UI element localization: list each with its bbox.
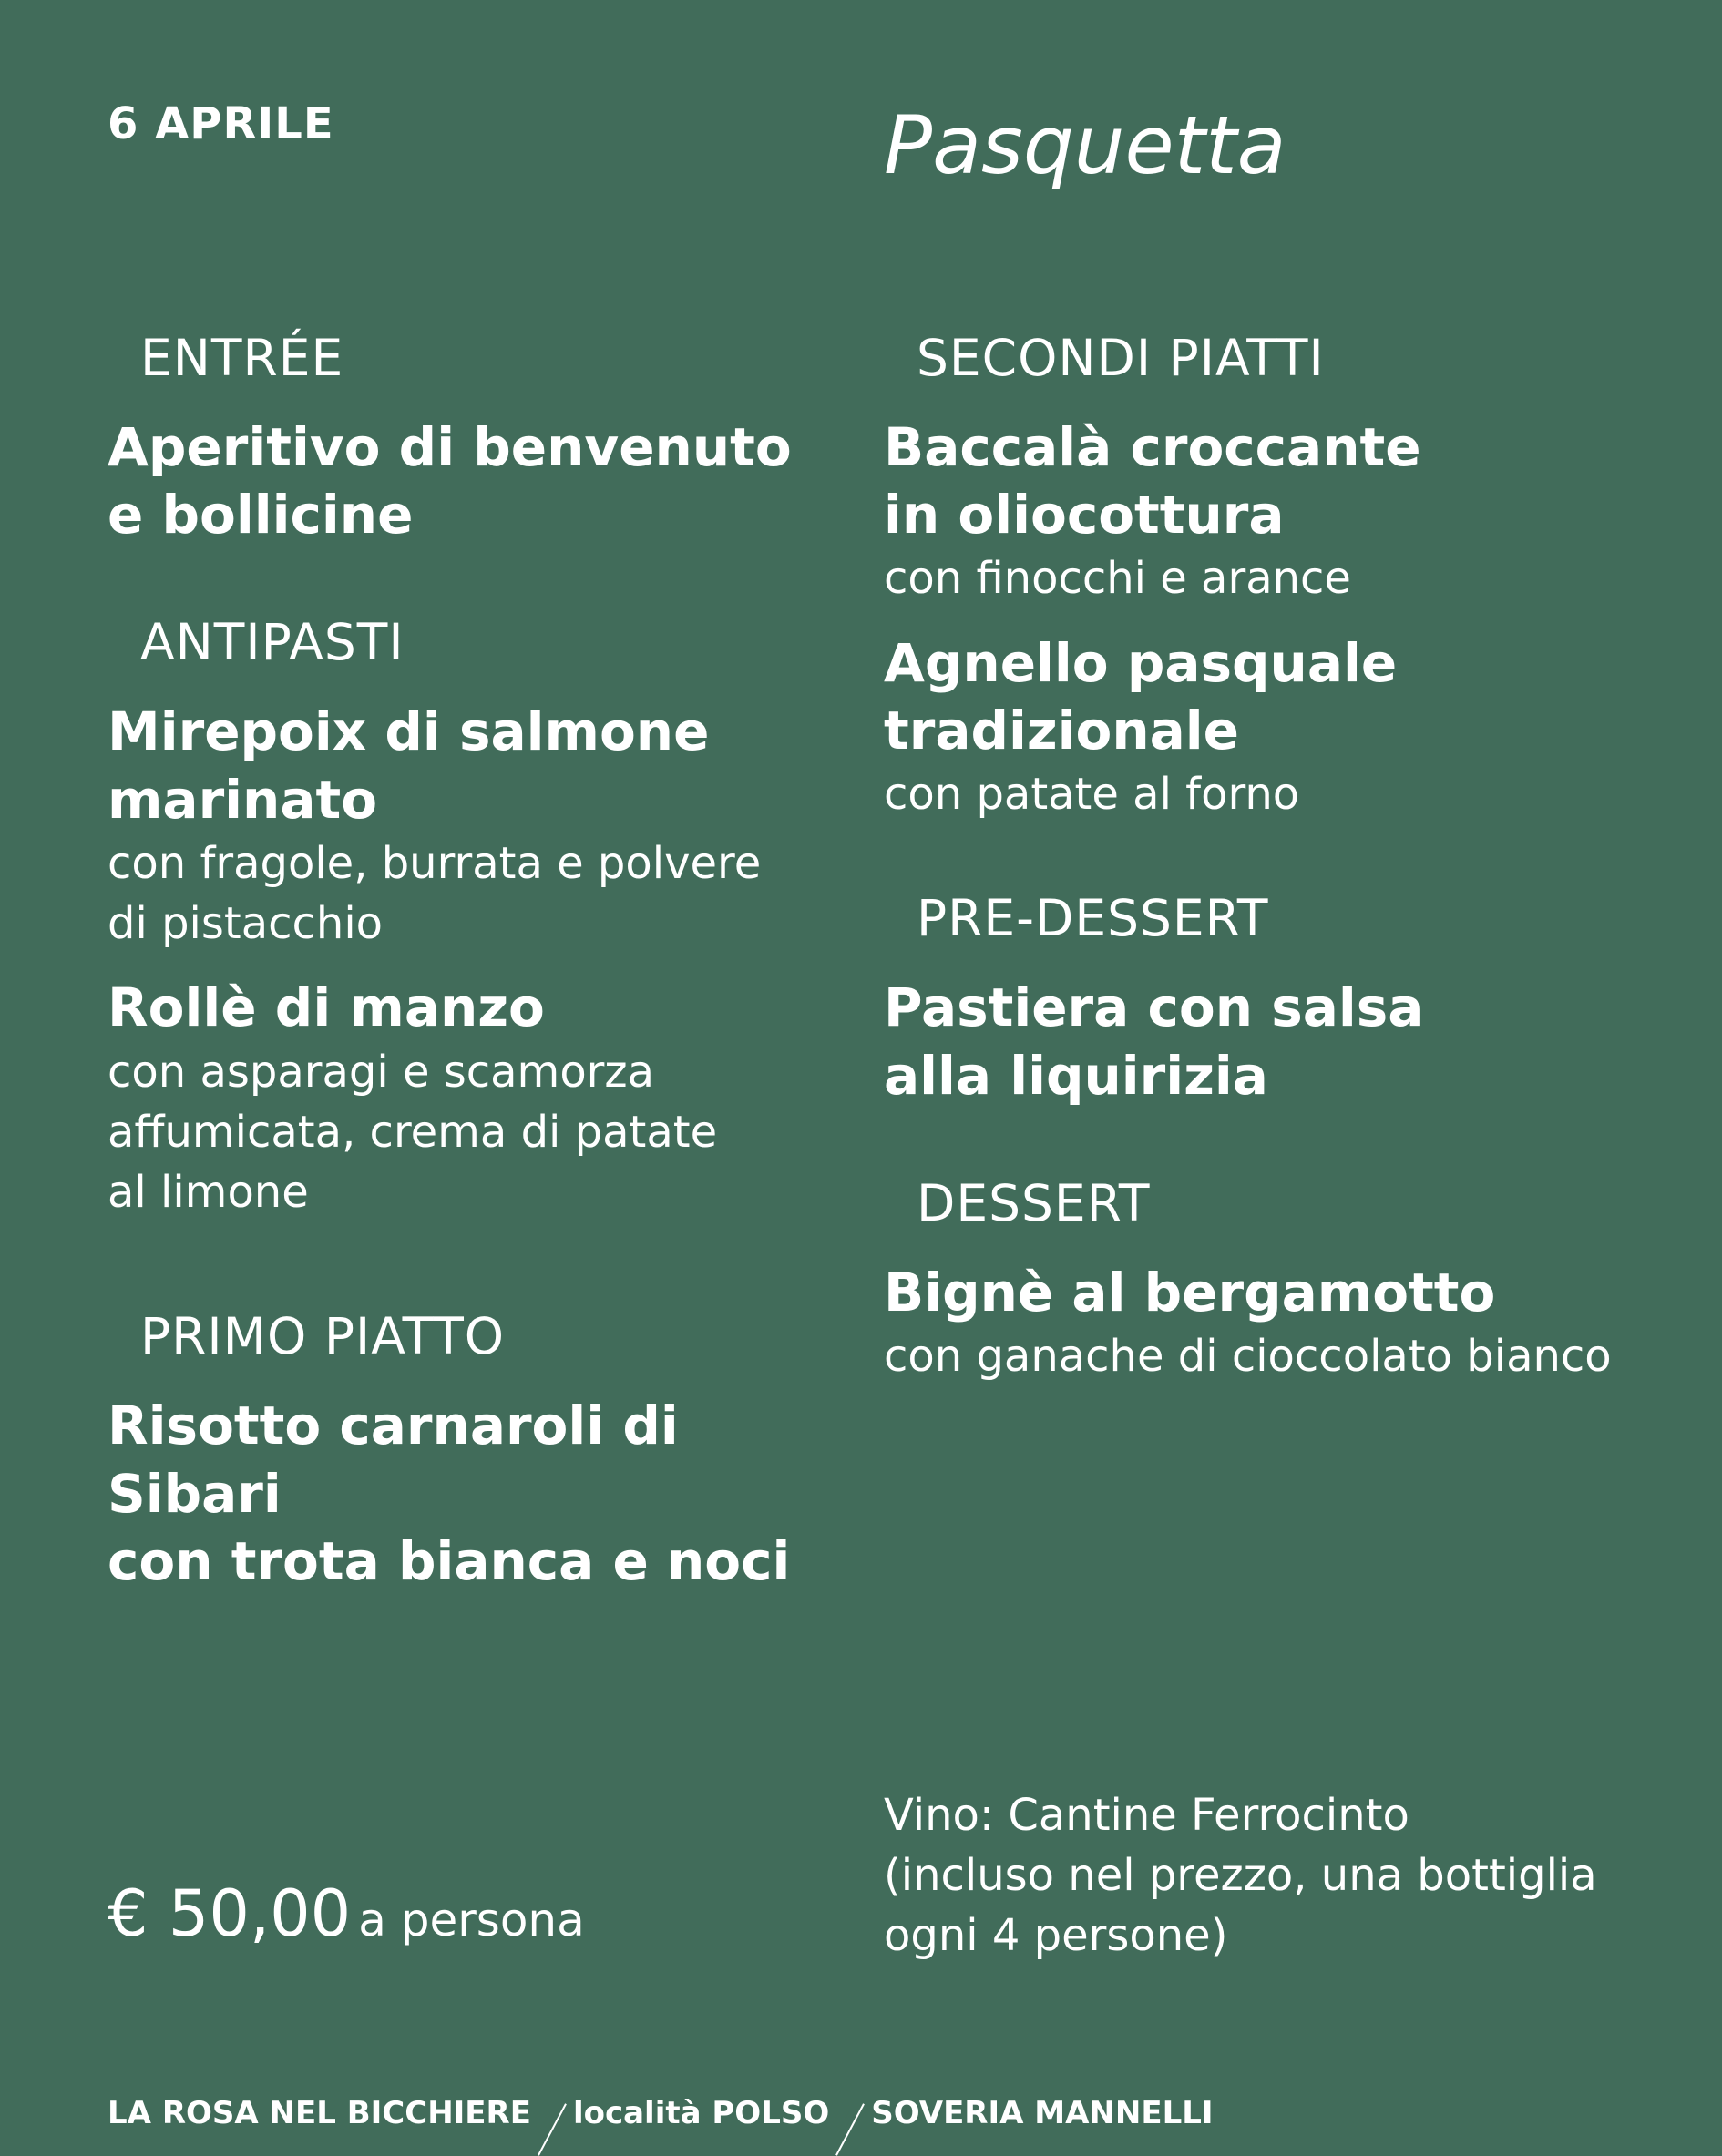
price-unit: a persona <box>358 1894 585 1947</box>
dish-line: Rollè di manzo <box>108 976 545 1039</box>
section-heading-entree: ENTRÉE <box>140 329 344 387</box>
slash-divider <box>835 2103 865 2155</box>
dish-line: Baccalà croccante <box>884 416 1421 478</box>
dish-pastiera <box>884 974 1649 1109</box>
left-column <box>108 328 836 1626</box>
dish-rolle <box>108 974 836 1041</box>
secondi-section <box>884 328 1649 824</box>
dish-line: Risotto carnaroli di Sibari <box>108 1395 679 1525</box>
pre-dessert-section <box>884 888 1649 1109</box>
section-heading-primo: PRIMO PIATTO <box>140 1307 506 1366</box>
section-heading-dessert: DESSERT <box>917 1173 1151 1232</box>
dish-description <box>884 764 1649 824</box>
dish-line: e bollicine <box>108 484 414 547</box>
dish-line: tradizionale <box>884 699 1239 761</box>
dish-line: marinato <box>108 768 378 831</box>
desc-line: di pistacchio <box>108 898 384 950</box>
section-heading-pre-dessert: PRE-DESSERT <box>917 889 1269 948</box>
desc-line: al limone <box>108 1167 309 1219</box>
desc-line: con patate al forno <box>884 769 1300 821</box>
dish-baccala <box>884 414 1649 548</box>
section-heading-secondi: SECONDI PIATTI <box>917 329 1325 387</box>
desc-line: con fragole, burrata e polvere <box>108 837 762 889</box>
dish-mirepoix <box>108 698 836 833</box>
dish-agnello <box>884 629 1649 764</box>
footer-location: località POLSO <box>572 2095 830 2131</box>
dish-bigne <box>884 1259 1649 1326</box>
primo-section <box>108 1306 836 1595</box>
dish-line: alla liquirizia <box>884 1044 1268 1107</box>
slash-divider <box>538 2103 567 2155</box>
dish-line: Mirepoix di salmone <box>108 700 710 763</box>
antipasti-section <box>108 612 836 1222</box>
section-heading-antipasti: ANTIPASTI <box>140 613 405 672</box>
dish-aperitivo <box>108 414 836 548</box>
desc-line: con ganache di cioccolato bianco <box>884 1331 1612 1383</box>
price <box>108 1876 585 1951</box>
wine-line: Vino: Cantine Ferrocinto <box>884 1790 1409 1841</box>
menu-title: Pasquetta <box>884 98 1286 192</box>
footer-town: SOVERIA MANNELLI <box>871 2095 1214 2131</box>
entree-section <box>108 328 836 548</box>
dish-risotto <box>108 1392 836 1595</box>
dish-line: con trota bianca e noci <box>108 1529 791 1592</box>
dish-description <box>108 1042 836 1223</box>
dish-line: Agnello pasquale <box>884 631 1398 694</box>
event-date: 6 APRILE <box>108 98 334 149</box>
footer-venue: LA ROSA NEL BICCHIERE <box>108 2095 531 2131</box>
dish-description <box>108 833 836 954</box>
wine-line: ogni 4 persone) <box>884 1910 1228 1962</box>
price-amount: € 50,00 <box>108 1876 352 1951</box>
dish-line: Pastiera con salsa <box>884 976 1424 1039</box>
dessert-section <box>884 1173 1649 1386</box>
dish-description <box>884 548 1649 608</box>
dish-line: Aperitivo di benvenuto <box>108 416 792 478</box>
desc-line: con finocchi e arance <box>884 553 1351 605</box>
footer <box>108 2084 1214 2142</box>
desc-line: affumicata, crema di patate <box>108 1106 718 1158</box>
desc-line: con asparagi e scamorza <box>108 1046 655 1098</box>
right-column <box>884 328 1649 1417</box>
wine-line: (incluso nel prezzo, una bottiglia <box>884 1850 1597 1902</box>
dish-description <box>884 1326 1649 1386</box>
wine-info <box>884 1785 1631 1967</box>
dish-line: in oliocottura <box>884 484 1285 547</box>
dish-line: Bignè al bergamotto <box>884 1261 1496 1323</box>
